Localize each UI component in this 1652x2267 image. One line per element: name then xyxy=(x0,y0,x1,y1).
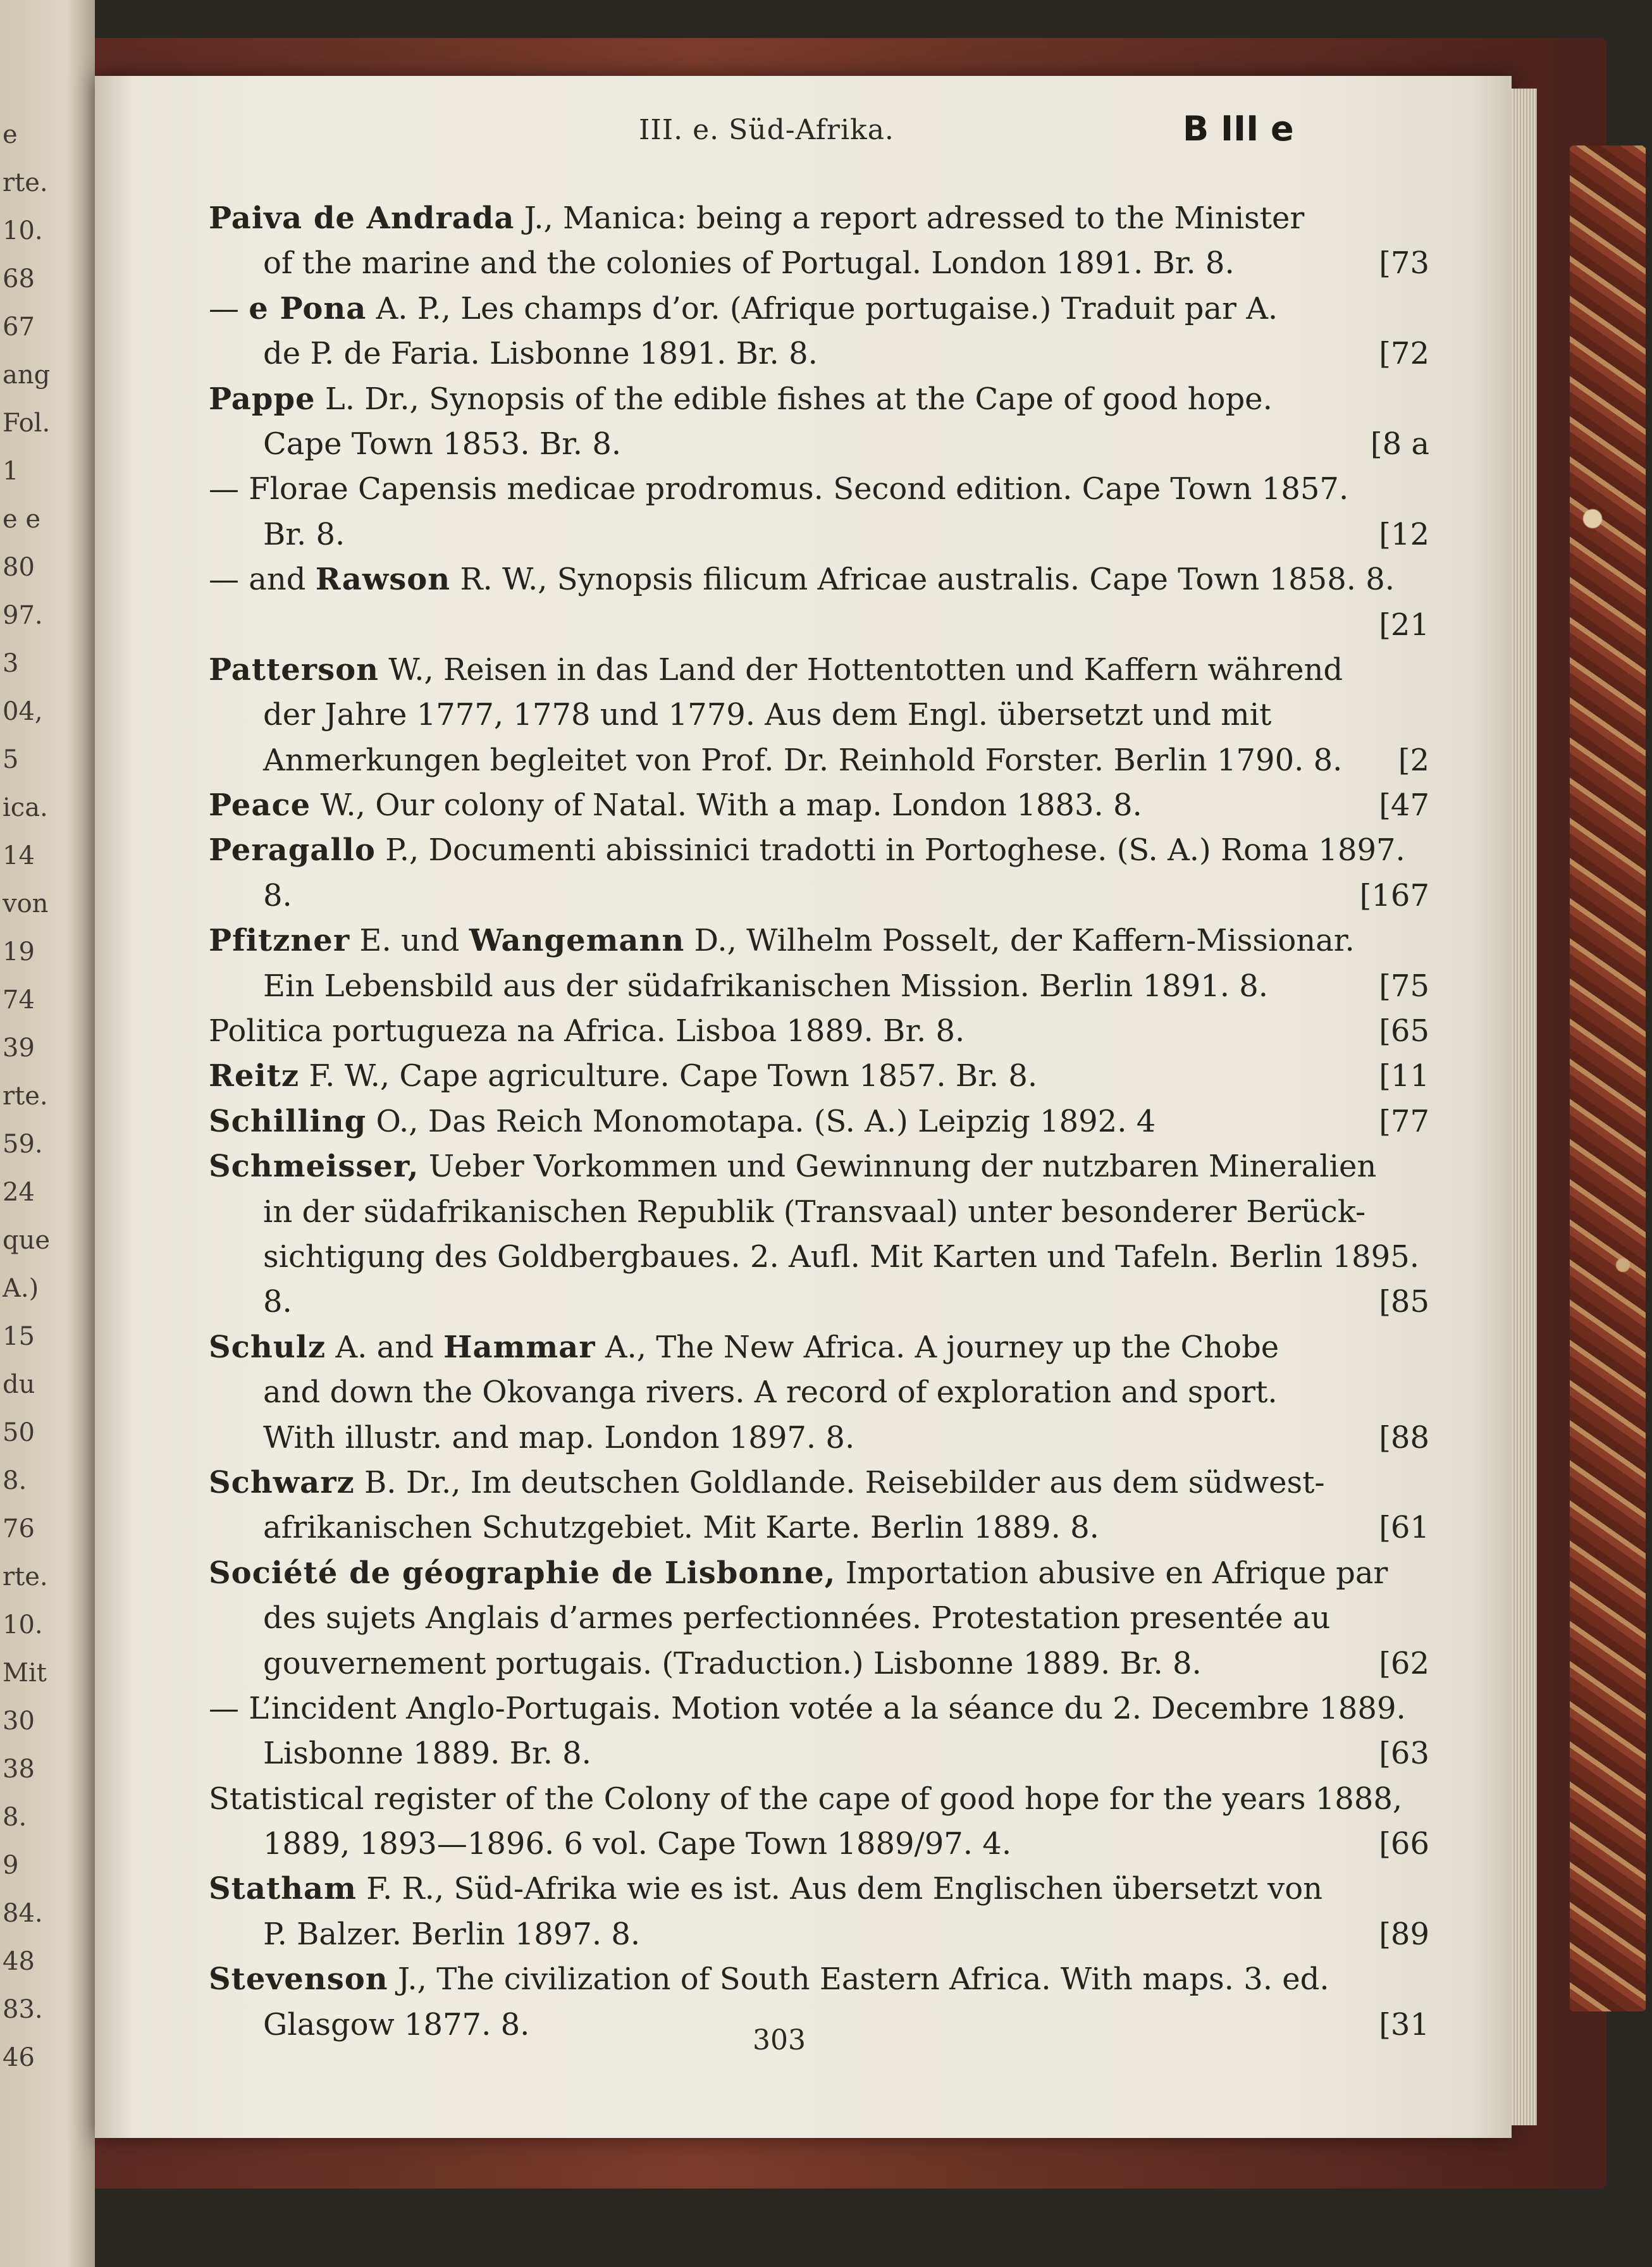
entry-text xyxy=(209,1325,1279,1370)
shelf-reference: [89 xyxy=(1379,1916,1429,1952)
shelf-reference: [8 a xyxy=(1370,426,1429,462)
entry-text xyxy=(209,1686,1406,1731)
entry-line xyxy=(209,918,1410,963)
page-stack-edges xyxy=(1512,89,1537,2125)
entry-text xyxy=(209,1551,1388,1596)
entry-segment: Politica portugueza na Africa. Lisboa 1889. Br. 8. xyxy=(209,1013,965,1049)
entry-segment: Glasgow 1877. 8. xyxy=(263,2006,530,2042)
author-name: Schwarz xyxy=(209,1464,355,1500)
entry-text xyxy=(209,1867,1322,1912)
entry-segment: — xyxy=(209,471,249,507)
margin-fragment: 8. xyxy=(3,1803,27,1832)
shelf-reference: [73 xyxy=(1379,245,1429,281)
entry-segment: Statistical register of the Colony of the cape of good hope for the years 1888, xyxy=(209,1781,1403,1817)
entry-line xyxy=(209,828,1410,873)
margin-fragment: 50 xyxy=(3,1418,35,1447)
entry-line xyxy=(209,1867,1410,1912)
entry-text xyxy=(209,196,1304,241)
margin-fragment: rte. xyxy=(3,1082,48,1111)
section-code: B III e xyxy=(1183,109,1294,149)
margin-fragment: 10. xyxy=(3,216,43,245)
entry-segment: R. W., Synopsis filicum Africae australis. Cape Town 1858. 8. xyxy=(450,562,1395,598)
shelf-reference: [85 xyxy=(1379,1284,1429,1320)
entry-text xyxy=(263,738,1342,783)
author-name: Paiva de Andrada xyxy=(209,201,515,236)
author-name: Pappe xyxy=(209,381,316,417)
margin-fragment: 97. xyxy=(3,601,43,630)
margin-fragment: 68 xyxy=(3,264,35,293)
entry-segment: of the marine and the colonies of Portugal. London 1891. Br. 8. xyxy=(263,245,1235,281)
margin-fragment: e xyxy=(3,120,18,149)
entry-line xyxy=(209,1280,1429,1325)
entry-segment: P. Balzer. Berlin 1897. 8. xyxy=(263,1916,641,1952)
margin-fragment: 9 xyxy=(3,1851,19,1880)
shelf-reference: [47 xyxy=(1379,788,1429,824)
entry-line xyxy=(209,1505,1429,1550)
entry-segment: J., Manica: being a report adressed to the Minister xyxy=(514,201,1305,236)
margin-fragment: 38 xyxy=(3,1755,35,1784)
author-name: Rawson xyxy=(315,562,451,598)
margin-fragment: 67 xyxy=(3,312,35,342)
entry-line xyxy=(209,1912,1429,1957)
margin-fragment: e e xyxy=(3,505,41,534)
entry-segment: — xyxy=(209,1690,249,1726)
entry-line xyxy=(209,693,1410,738)
entry-line xyxy=(209,1777,1410,1822)
entry-segment: Lisbonne 1889. Br. 8. xyxy=(263,1736,591,1772)
author-name: Patterson xyxy=(209,652,379,688)
margin-fragment: 04, xyxy=(3,697,43,726)
entry-segment: A. and xyxy=(326,1329,444,1365)
margin-fragment: ica. xyxy=(3,793,48,822)
entry-text xyxy=(209,377,1273,422)
entry-segment: des sujets Anglais d’armes perfectionnées. Protestation presentée au xyxy=(263,1600,1331,1636)
entry-text xyxy=(263,2003,529,2048)
entry-line xyxy=(209,331,1429,376)
entry-text xyxy=(263,331,818,376)
shelf-reference: [62 xyxy=(1379,1645,1429,1681)
entry-text xyxy=(209,1461,1325,1505)
shelf-reference: [66 xyxy=(1379,1826,1429,1862)
entry-text xyxy=(263,1912,640,1957)
margin-fragment: rte. xyxy=(3,1562,48,1591)
entry-segment: der Jahre 1777, 1778 und 1779. Aus dem Engl. übersetzt und mit xyxy=(263,697,1272,733)
margin-fragment: 14 xyxy=(3,841,35,870)
entry-text xyxy=(209,648,1343,693)
margin-fragment: 3 xyxy=(3,649,19,678)
entry-text xyxy=(209,467,1348,512)
author-name: Reitz xyxy=(209,1058,300,1094)
entry-line xyxy=(209,1190,1410,1235)
shelf-reference: [88 xyxy=(1379,1419,1429,1455)
entry-segment: L’incident Anglo-Portugais. Motion votée a la séance du 2. Decembre 1889. xyxy=(249,1690,1406,1726)
entry-line xyxy=(209,196,1410,241)
entry-segment: F. W., Cape agriculture. Cape Town 1857. Br. 8. xyxy=(299,1058,1038,1094)
margin-fragment: 76 xyxy=(3,1514,35,1543)
margin-fragment: 19 xyxy=(3,937,35,967)
shelf-reference: [61 xyxy=(1379,1510,1429,1546)
author-name: Schulz xyxy=(209,1329,326,1365)
shelf-reference: [167 xyxy=(1359,877,1429,913)
entry-segment: A. P., Les champs d’or. (Afrique portugaise.) Traduit par A. xyxy=(366,290,1278,326)
entry-segment: B. Dr., Im deutschen Goldlande. Reisebilder aus dem südwest- xyxy=(354,1464,1325,1500)
margin-fragment: 80 xyxy=(3,553,35,582)
margin-fragment: 39 xyxy=(3,1034,35,1063)
margin-fragment: 10. xyxy=(3,1610,43,1640)
author-name: Peace xyxy=(209,788,311,824)
left-page-edge xyxy=(0,0,95,2267)
entry-segment: Florae Capensis medicae prodromus. Second edition. Cape Town 1857. xyxy=(249,471,1349,507)
book-page xyxy=(95,76,1512,2138)
entry-segment: W., Our colony of Natal. With a map. London 1883. 8. xyxy=(311,788,1142,824)
entry-text xyxy=(263,241,1235,286)
entry-segment: Cape Town 1853. Br. 8. xyxy=(263,426,622,462)
entry-text xyxy=(209,828,1405,873)
entry-segment: sichtigung des Goldbergbaues. 2. Aufl. Mit Karten und Tafeln. Berlin 1895. xyxy=(263,1239,1420,1275)
entry-line xyxy=(209,512,1429,557)
margin-fragment: 59. xyxy=(3,1130,43,1159)
entry-segment: With illustr. and map. London 1897. 8. xyxy=(263,1419,855,1455)
shelf-reference: [21 xyxy=(1379,607,1429,643)
entry-line xyxy=(209,1144,1410,1189)
margin-fragment: 30 xyxy=(3,1707,35,1736)
entry-segment: O., Das Reich Monomotapa. (S. A.) Leipzig 1892. 4 xyxy=(366,1103,1156,1139)
entry-line xyxy=(209,1822,1429,1867)
entry-line xyxy=(209,783,1429,828)
entry-text xyxy=(209,1099,1156,1144)
margin-fragment: 84. xyxy=(3,1899,43,1928)
author-name: Pfitzner xyxy=(209,923,350,959)
author-name: Schilling xyxy=(209,1103,367,1139)
entry-text xyxy=(209,287,1278,331)
entry-text xyxy=(209,783,1142,828)
entry-line xyxy=(209,1099,1429,1144)
margin-fragment: 15 xyxy=(3,1322,35,1351)
entry-line xyxy=(209,1054,1429,1099)
entry-text xyxy=(263,422,621,467)
entry-line xyxy=(209,738,1429,783)
shelf-reference: [11 xyxy=(1379,1058,1429,1094)
entry-line xyxy=(209,287,1410,331)
entry-segment: gouvernement portugais. (Traduction.) Lisbonne 1889. Br. 8. xyxy=(263,1645,1202,1681)
entry-line xyxy=(209,422,1429,467)
entry-line xyxy=(209,964,1429,1009)
shelf-reference: [72 xyxy=(1379,336,1429,372)
entry-segment: 8. xyxy=(263,877,292,913)
entry-line xyxy=(209,1686,1410,1731)
entry-segment: — xyxy=(209,290,249,326)
shelf-reference: [77 xyxy=(1379,1103,1429,1139)
page-number: 303 xyxy=(753,2024,806,2056)
author-name: Société de géographie de Lisbonne, xyxy=(209,1555,836,1591)
entry-text xyxy=(263,1731,591,1776)
entry-line xyxy=(209,1731,1429,1776)
author-name: Statham xyxy=(209,1871,357,1907)
entry-text xyxy=(263,512,345,557)
entry-text xyxy=(209,1957,1329,2002)
margin-fragment: 48 xyxy=(3,1947,35,1976)
entry-text xyxy=(263,1370,1278,1415)
margin-fragment: Fol. xyxy=(3,409,51,438)
shelf-reference: [75 xyxy=(1379,968,1429,1004)
entry-text xyxy=(209,1009,965,1054)
entry-text xyxy=(263,1190,1365,1235)
author-name: Hammar xyxy=(443,1329,596,1365)
entry-text xyxy=(263,1235,1419,1280)
entry-segment: 1889, 1893—1896. 6 vol. Cape Town 1889/97. 4. xyxy=(263,1826,1012,1862)
entry-segment: in der südafrikanischen Republik (Transvaal) unter besonderer Berück- xyxy=(263,1194,1366,1230)
entry-line xyxy=(209,2003,1429,2048)
entry-line xyxy=(209,874,1429,918)
entry-text xyxy=(263,1416,854,1461)
entry-segment: Br. 8. xyxy=(263,516,345,552)
entry-segment: L. Dr., Synopsis of the edible fishes at the Cape of good hope. xyxy=(315,381,1273,417)
margin-fragment: 8. xyxy=(3,1466,27,1495)
author-name: Stevenson xyxy=(209,1961,388,1998)
margin-fragment: 24 xyxy=(3,1178,35,1207)
entry-text xyxy=(263,1280,292,1325)
entry-line xyxy=(209,467,1410,512)
margin-fragment: 1 xyxy=(3,457,19,486)
entry-line xyxy=(209,1325,1410,1370)
author-name: Schmeisser, xyxy=(209,1149,419,1185)
entry-text xyxy=(263,1505,1099,1550)
entry-segment: and down the Okovanga rivers. A record of exploration and sport. xyxy=(263,1374,1278,1411)
bibliography-entries xyxy=(209,196,1429,2048)
entry-segment: Ein Lebensbild aus der südafrikanischen Mission. Berlin 1891. 8. xyxy=(263,968,1269,1004)
entry-line xyxy=(209,1551,1410,1596)
margin-fragment: ang xyxy=(3,361,51,390)
entry-text xyxy=(263,964,1268,1009)
entry-line xyxy=(209,1461,1410,1505)
entry-text xyxy=(263,1596,1330,1641)
entry-line xyxy=(209,241,1429,286)
entry-line xyxy=(209,377,1410,422)
margin-fragment: A.) xyxy=(3,1274,39,1303)
entry-segment: Anmerkungen begleitet von Prof. Dr. Reinhold Forster. Berlin 1790. 8. xyxy=(263,742,1343,778)
entry-line xyxy=(209,1641,1429,1686)
entry-text xyxy=(209,557,1395,602)
entry-segment: E. und xyxy=(350,923,469,959)
shelf-reference: [63 xyxy=(1379,1736,1429,1772)
entry-text xyxy=(263,874,292,918)
margin-fragment: 5 xyxy=(3,745,19,774)
entry-segment: P., Documenti abissinici tradotti in Portoghese. (S. A.) Roma 1897. xyxy=(375,832,1405,868)
entry-segment: A., The New Africa. A journey up the Chobe xyxy=(595,1329,1279,1365)
margin-fragment: Mit xyxy=(3,1659,47,1688)
entry-segment: afrikanischen Schutzgebiet. Mit Karte. Berlin 1889. 8. xyxy=(263,1510,1099,1546)
entry-segment: J., The civilization of South Eastern Africa. With maps. 3. ed. xyxy=(388,1961,1329,1998)
margin-fragment: 74 xyxy=(3,985,35,1015)
entry-segment: de P. de Faria. Lisbonne 1891. Br. 8. xyxy=(263,336,818,372)
shelf-reference: [12 xyxy=(1379,516,1429,552)
margin-fragment: que xyxy=(3,1226,51,1255)
entry-line xyxy=(209,1235,1420,1280)
entry-text xyxy=(263,1641,1202,1686)
entry-line xyxy=(209,1957,1410,2002)
entry-segment: — and xyxy=(209,562,316,598)
author-name: Peragallo xyxy=(209,832,376,868)
shelf-reference: [2 xyxy=(1398,742,1429,778)
entry-text xyxy=(209,1144,1376,1189)
entry-text xyxy=(209,1777,1402,1822)
author-name: Wangemann xyxy=(469,923,685,959)
running-header: III. e. Süd-Afrika. xyxy=(639,114,894,146)
entry-line xyxy=(209,1596,1410,1641)
entry-line xyxy=(209,1416,1429,1461)
marbled-page-edge xyxy=(1570,145,1646,2011)
author-name: e Pona xyxy=(249,290,367,326)
margin-fragment: rte. xyxy=(3,168,48,197)
entry-segment: F. R., Süd-Afrika wie es ist. Aus dem Englischen übersetzt von xyxy=(356,1871,1323,1907)
margin-fragment: 83. xyxy=(3,1995,43,2024)
margin-fragment: von xyxy=(3,889,49,918)
entry-segment: Ueber Vorkommen und Gewinnung der nutzbaren Mineralien xyxy=(419,1149,1377,1185)
entry-segment: D., Wilhelm Posselt, der Kaffern-Missionar. xyxy=(684,923,1355,959)
entry-text xyxy=(209,918,1355,963)
shelf-reference: [31 xyxy=(1379,2006,1429,2042)
shelf-reference: [65 xyxy=(1379,1013,1429,1049)
entry-text xyxy=(263,1822,1011,1867)
entry-segment: Importation abusive en Afrique par xyxy=(835,1555,1388,1591)
entry-line xyxy=(209,557,1410,602)
margin-fragment: 46 xyxy=(3,2043,35,2072)
entry-line xyxy=(209,1370,1410,1415)
entry-line xyxy=(209,603,1429,648)
entry-segment: 8. xyxy=(263,1284,292,1320)
entry-text xyxy=(263,693,1271,738)
entry-line xyxy=(209,1009,1429,1054)
entry-line xyxy=(209,648,1410,693)
entry-text xyxy=(209,1054,1037,1099)
entry-segment: W., Reisen in das Land der Hottentotten und Kaffern während xyxy=(379,652,1343,688)
margin-fragment: du xyxy=(3,1370,35,1399)
